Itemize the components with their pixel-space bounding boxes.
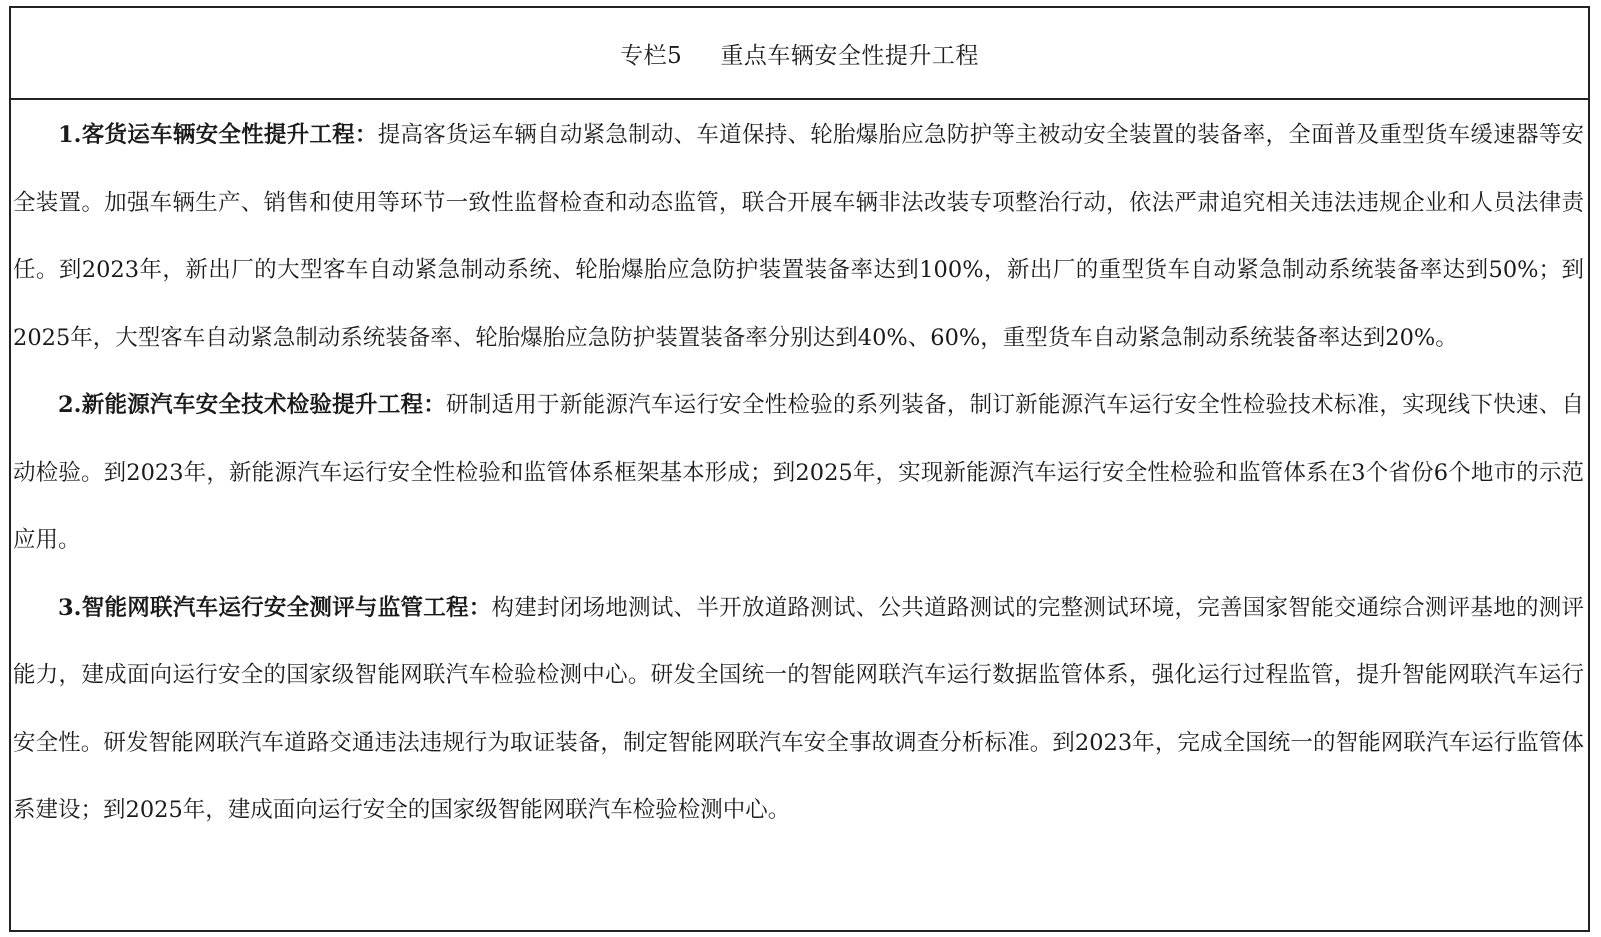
column-header	[11, 8, 1588, 100]
item-2-text: 研制适用于新能源汽车运行安全性检验的系列装备，制订新能源汽车运行安全性检验技术标准，实现线下快速、自动检验。到2023年，新能源汽车运行安全性检验和监管体系框架基本形成；到2025年，实现新能源汽车运行安全性检验和监管体系在3个省份6个地市的示范应用。	[13, 392, 1584, 553]
column-label: 专栏5	[620, 42, 683, 69]
item-3-paragraph	[13, 575, 1584, 845]
item-1-paragraph	[13, 102, 1584, 372]
item-1-heading: 1.客货运车辆安全性提升工程：	[58, 122, 378, 148]
item-1-text: 提高客货运车辆自动紧急制动、车道保持、轮胎爆胎应急防护等主被动安全装置的装备率，全面普及重型货车缓速器等安全装置。加强车辆生产、销售和使用等环节一致性监督检查和动态监管，联合开展车辆非法改装专项整治行动，依法严肃追究相关违法违规企业和人员法律责任。到2023年，新出厂的大型客车自动紧急制动系统、轮胎爆胎应急防护装置装备率达到100%，新出厂的重型货车自动紧急制动系统装备率达到50%；到2025年，大型客车自动紧急制动系统装备率、轮胎爆胎应急防护装置装备率分别达到40%、60%，重型货车自动紧急制动系统装备率达到20%。	[13, 122, 1584, 351]
column-box	[9, 6, 1590, 932]
item-2-paragraph	[13, 372, 1584, 575]
column-title: 重点车辆安全性提升工程	[720, 42, 979, 69]
item-3-text: 构建封闭场地测试、半开放道路测试、公共道路测试的完整测试环境，完善国家智能交通综合测评基地的测评能力，建成面向运行安全的国家级智能网联汽车检验检测中心。研发全国统一的智能网联汽车运行数据监管体系，强化运行过程监管，提升智能网联汽车运行安全性。研发智能网联汽车道路交通违法违规行为取证装备，制定智能网联汽车安全事故调查分析标准。到2023年，完成全国统一的智能网联汽车运行监管体系建设；到2025年，建成面向运行安全的国家级智能网联汽车检验检测中心。	[13, 594, 1584, 823]
item-2-heading: 2.新能源汽车安全技术检验提升工程：	[58, 392, 446, 418]
item-3-heading: 3.智能网联汽车运行安全测评与监管工程：	[58, 594, 492, 621]
column-content	[11, 102, 1588, 845]
